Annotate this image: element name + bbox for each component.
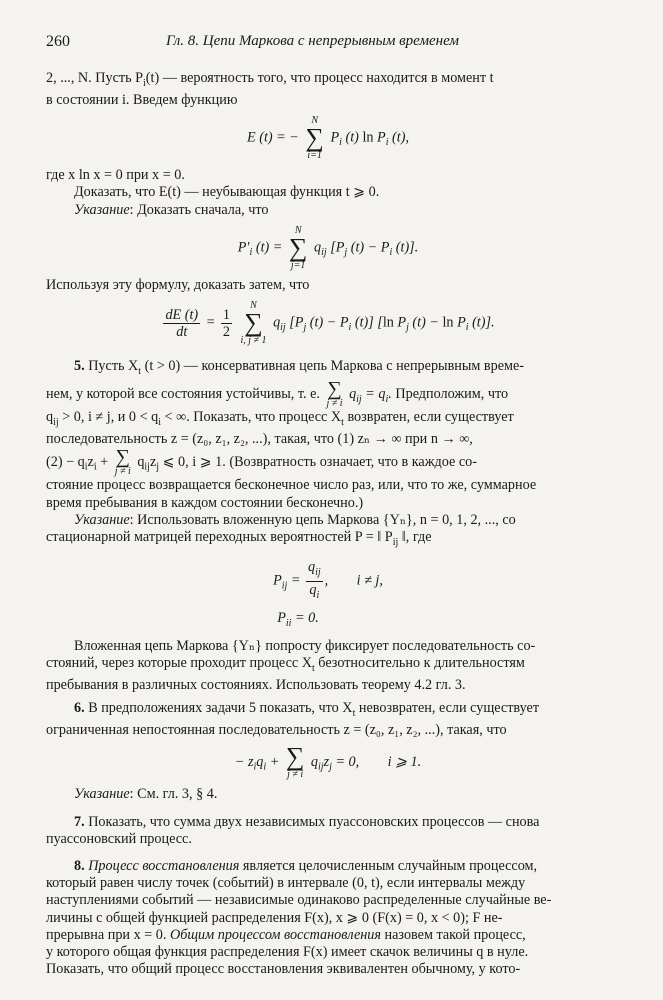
using-line: Используя эту формулу, доказать затем, что bbox=[46, 276, 310, 293]
sum-symbol: ∑ j ≠ i bbox=[326, 378, 343, 410]
problem-5-line7: время пребывания в каждом состоянии бесконечно.) bbox=[46, 494, 364, 511]
problem-8-line7: Показать, что общий процесс восстановления эквивалентен обычному, у кото- bbox=[46, 961, 521, 978]
sum-symbol: ∑ j ≠ i bbox=[114, 446, 131, 478]
hint1: Указание: Доказать сначала, что bbox=[74, 201, 269, 218]
embedded-line1: Вложенная цепь Маркова {Yₙ} попросту фиксирует последовательность со- bbox=[74, 637, 536, 654]
sum-symbol: N ∑ i, j ≠ 1 bbox=[240, 300, 267, 347]
hint5-line2: стационарной матрицей переходных вероятностей P = ‖ $P_{ij}$ ‖, где bbox=[46, 528, 432, 548]
hint5-line1: Указание: Использовать вложенную цепь Маркова {Yₙ}, n = 0, 1, 2, ..., со bbox=[74, 511, 516, 528]
problem-8-line4: личины с общей функцией распределения F(x), x ⩾ 0 (F(x) = 0, x < 0); F не- bbox=[46, 909, 503, 926]
problem-5-line6: стояние процесс возвращается бесконечное число раз, или, что то же, суммарное bbox=[46, 477, 537, 494]
sum-symbol: ∑ j ≠ i bbox=[285, 742, 305, 781]
equation-diagonal: $P_{ii} = 0$. bbox=[277, 609, 319, 629]
problem-8-line6: у которого общая функция распределения F(x) имеет скачок величины q в нуле. bbox=[46, 943, 529, 960]
problem-8-line5: прерывна при x = 0. Общим процессом восстановления назовем такой процесс, bbox=[46, 926, 526, 943]
problem-8-line3: наступлениями событий — независимые одинаково распределенные случайные ве- bbox=[46, 892, 552, 909]
problem-8-line2: который равен числу точек (событий) в интервале (0, t), если интервалы между bbox=[46, 875, 526, 892]
problem-5-line4: последовательность z = (z₀, z₁, z₂, ...), такая, что (1) zₙ → ∞ при n → ∞, bbox=[46, 431, 473, 448]
hint6: Указание: См. гл. 3, § 4. bbox=[74, 786, 218, 803]
embedded-line2: стояний, через которые проходит процесс $X_t$ безотносительно к длительностям bbox=[46, 654, 525, 674]
equation-transition: $P_{ij}$ = $\frac{q_{ij}}{q_i}$ , i ≠ j, bbox=[46, 559, 610, 604]
fraction-dE-dt: $\frac{dE (t)}{dt}$ bbox=[165, 306, 199, 340]
problem-5-line1: 5. Пусть $X_t$ (t > 0) — консервативная цепь Маркова с непрерывным време- bbox=[74, 358, 525, 377]
problem-6-line1: 6. В предположениях задачи 5 показать, что $X_t$ невозвратен, если существует bbox=[74, 700, 540, 719]
equation-entropy-derivative: $\frac{dE (t)}{dt}$ = $\frac{1}{2}$ N ∑ i, j ≠ 1 $q_{ij}$ [$P_j$ $(t) - P_i$ (t)] [ln $P_j$ $(t) - \ln P_i$ (t)]. bbox=[165, 300, 495, 347]
sum-symbol: N ∑ j=1 bbox=[288, 224, 308, 271]
fraction-q: $\frac{q_{ij}}{q_i}$ bbox=[308, 558, 321, 601]
problem-6-line2: ограниченная непостоянная последовательность z = (z₀, z₁, z₂, ...), такая, что bbox=[46, 722, 507, 739]
problem-8-line1: 8. Процесс восстановления является целочисленным случайным процессом, bbox=[74, 857, 538, 874]
page-body bbox=[46, 70, 610, 978]
problem-5-line3: $q_{ij} > 0$, i ≠ j, и $0 < q_i$ < ∞. Показать, что процесс $X_t$ возвратен, если существует bbox=[46, 409, 514, 428]
page-header bbox=[46, 33, 616, 53]
problem-7-line2: пуассоновский процесс. bbox=[46, 830, 192, 847]
para1-line1: 2, ..., N. Пусть $P_i(t)$ — вероятность того, что процесс находится в момент t bbox=[46, 70, 494, 89]
prove-line: Доказать, что E(t) — неубывающая функция t ⩾ 0. bbox=[74, 184, 380, 201]
equation-entropy: E (t) = − N ∑ i=1 $P_i$ (t) $\ln P_i$ (t), bbox=[247, 115, 409, 162]
where-line: где x ln x = 0 при x = 0. bbox=[46, 167, 185, 184]
sum-symbol: N ∑ i=1 bbox=[305, 115, 324, 162]
page-number: 260 bbox=[46, 33, 70, 50]
embedded-line3: пребывания в различных состояниях. Использовать теорему 4.2 гл. 3. bbox=[46, 676, 466, 693]
equation-derivative: $P'_i$ (t) = N ∑ j=1 $q_{ij}$ [$P_j$ $(t) - P_i$ (t)]. bbox=[237, 224, 419, 271]
fraction-half: $\frac{1}{2}$ bbox=[222, 306, 230, 340]
problem-5-line2: нем, у которой все состояния устойчивы, т. е. ∑ j ≠ i $q_{ij} = q_i$. Предположим, что bbox=[46, 378, 509, 410]
para1-line2: в состоянии i. Введем функцию bbox=[46, 92, 238, 109]
problem-7-line1: 7. Показать, что сумма двух независимых пуассоновских процессов — снова bbox=[74, 813, 540, 830]
running-title: Гл. 8. Цепи Маркова с непрерывным временем bbox=[166, 33, 459, 49]
equation-nonrecurrent: − $z_iq_i$ + ∑ j ≠ i $q_{ij}z_j = 0$, i ⩾ 1. bbox=[234, 742, 422, 781]
problem-5-line5: $(2) - q_iz_i$ + ∑ j ≠ i $q_{ij}z_j$ ⩽ 0, i ⩾ 1. (Возвратность означает, что в каждое со- bbox=[46, 446, 477, 478]
